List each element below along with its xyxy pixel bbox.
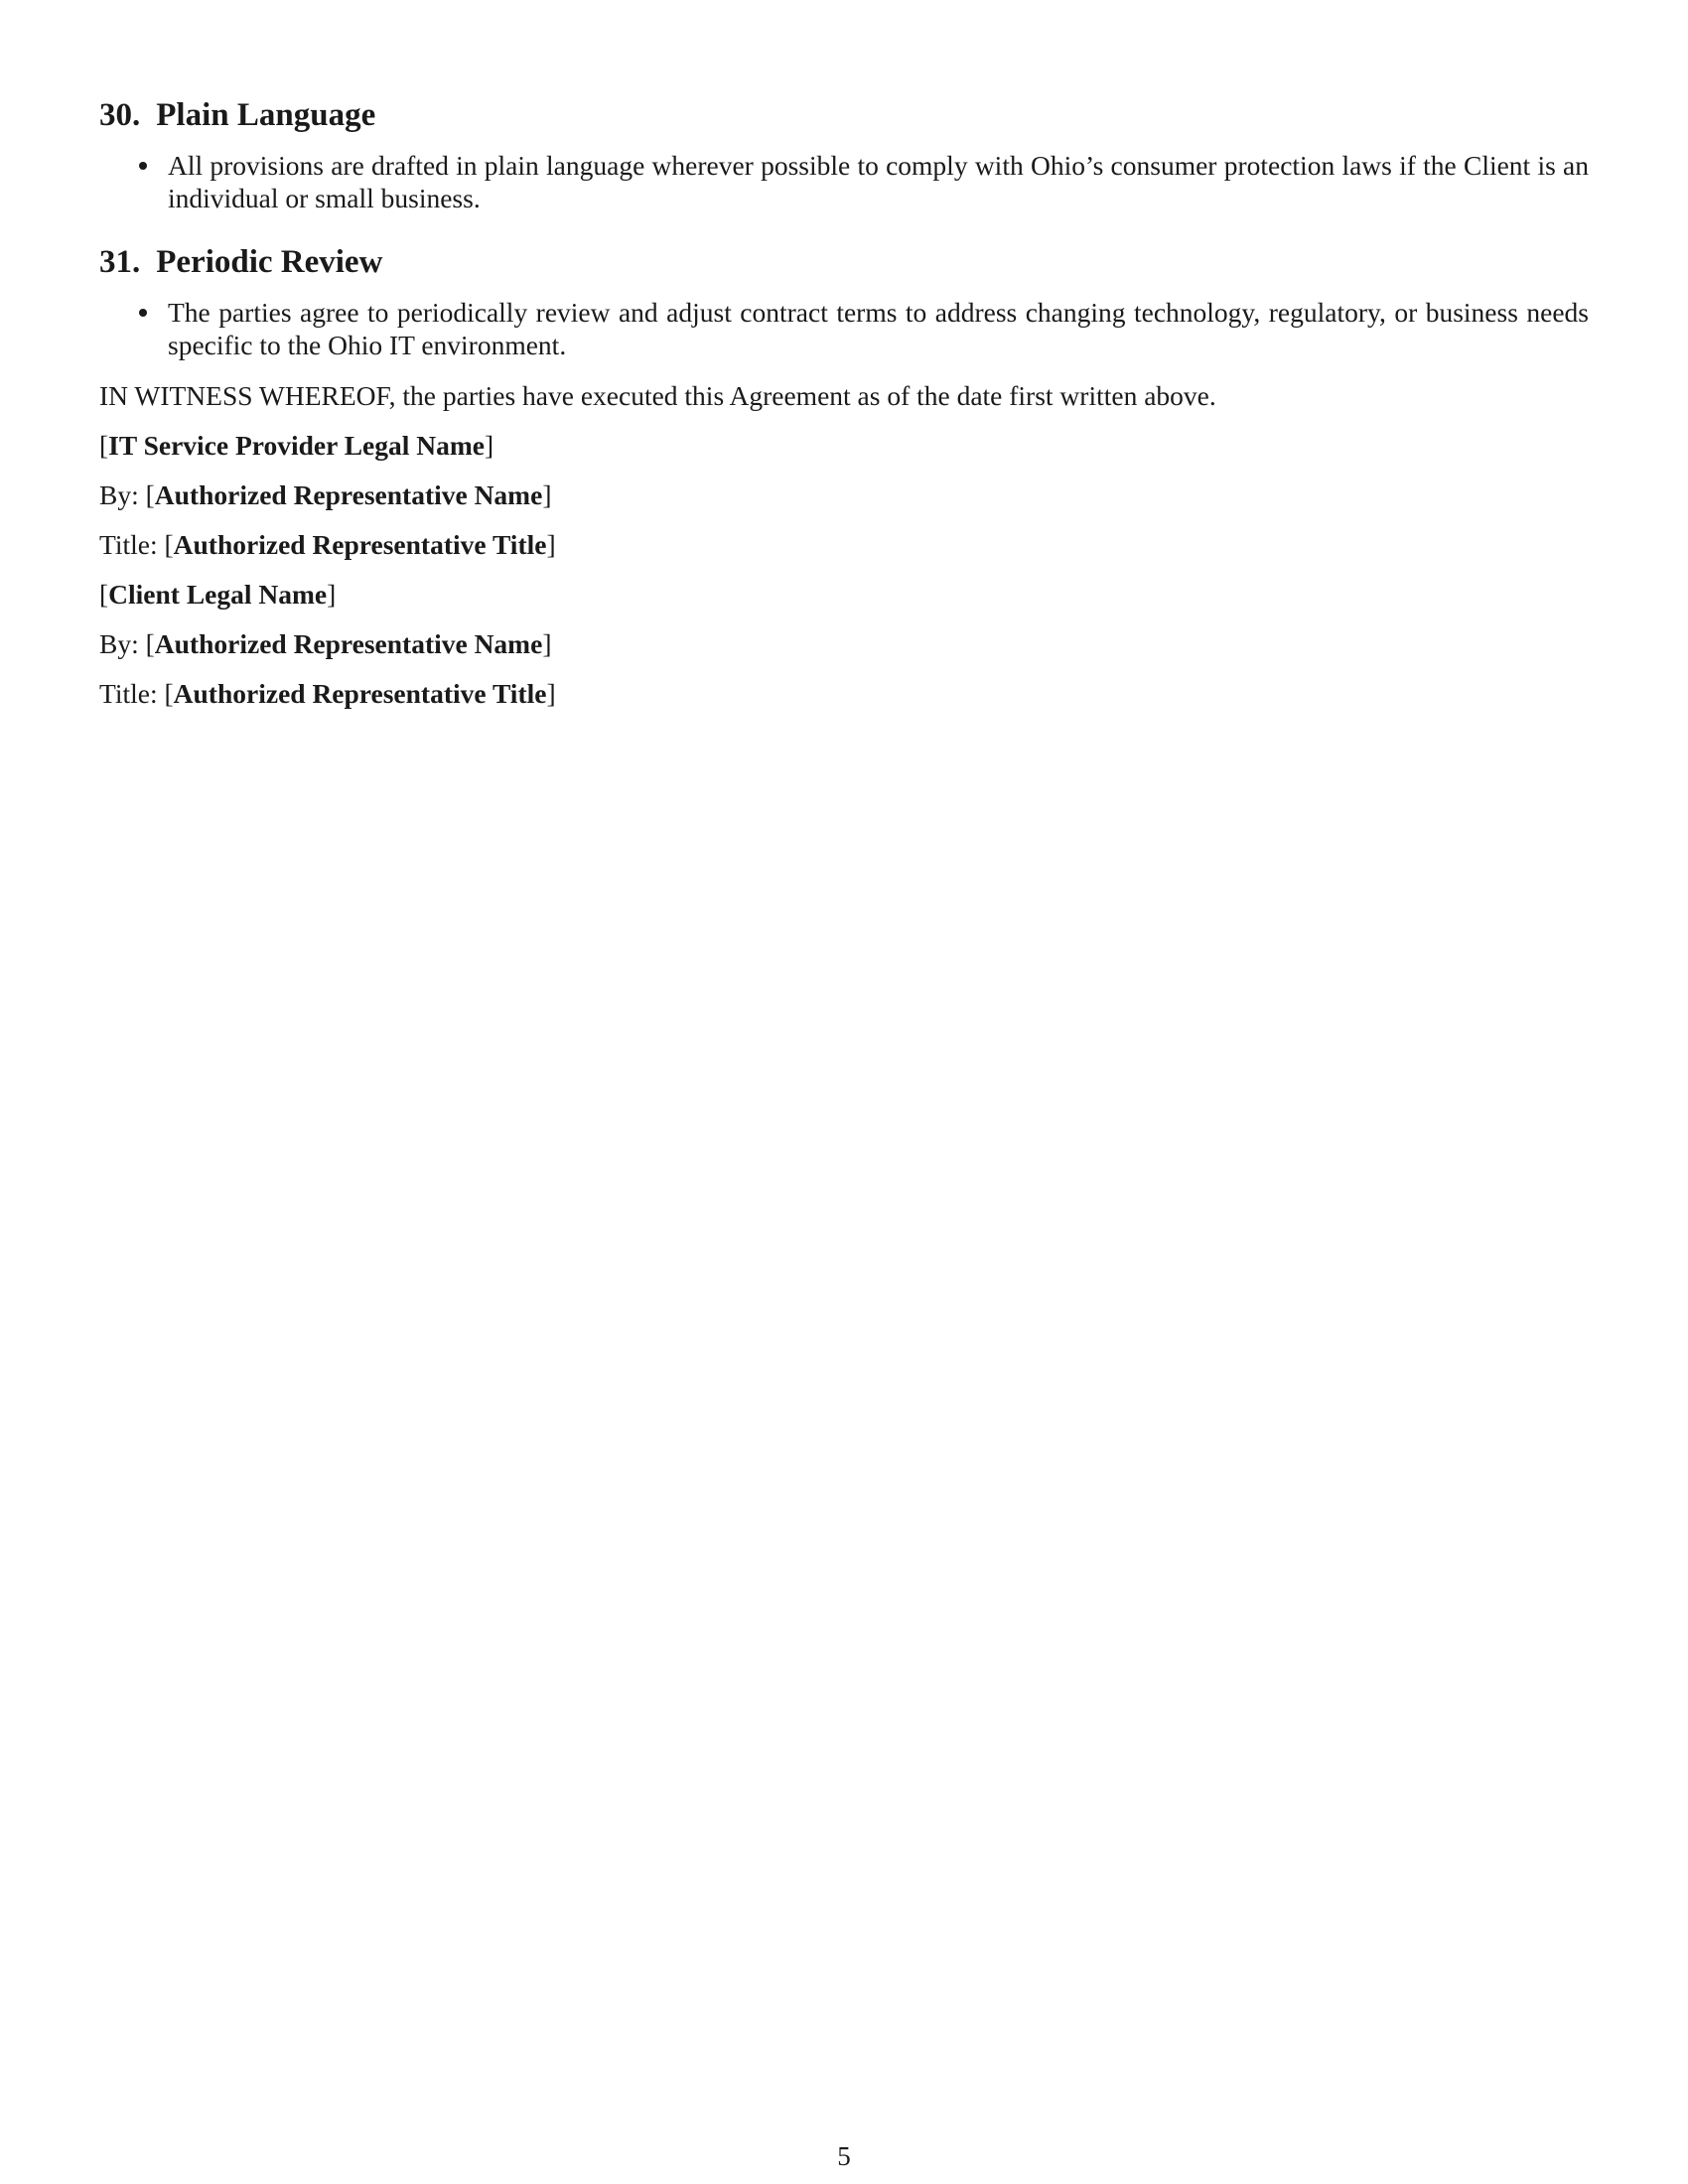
bullet-icon (139, 162, 147, 170)
client-rep-title-placeholder: Authorized Representative Title (173, 678, 547, 709)
client-title-line: Title: [Authorized Representative Title] (99, 678, 556, 709)
title-label: Title: (99, 678, 158, 709)
section-heading-plain-language (99, 95, 1589, 135)
bullet-text: The parties agree to periodically review and adjust contract terms to address changing technology, regulatory, or business needs specific to the Ohio IT environment. (168, 297, 1589, 360)
bullet-list (99, 149, 1589, 214)
by-label: By: (99, 628, 139, 659)
list-item (99, 296, 1589, 361)
bullet-text: All provisions are drafted in plain language wherever possible to comply with Ohio’s consumer protection laws if the Client is an individual or small business. (168, 150, 1589, 213)
title-label: Title: (99, 529, 158, 560)
provider-name-line: [IT Service Provider Legal Name] (99, 430, 494, 461)
provider-rep-name-placeholder: Authorized Representative Name (154, 479, 543, 510)
provider-rep-title-placeholder: Authorized Representative Title (173, 529, 547, 560)
section-number: 31. (99, 244, 141, 280)
section-heading-periodic-review (99, 242, 1589, 282)
provider-by-line: By: [Authorized Representative Name] (99, 479, 552, 510)
section-title: Periodic Review (156, 244, 383, 280)
client-rep-name-placeholder: Authorized Representative Name (154, 628, 543, 659)
by-label: By: (99, 479, 139, 510)
document-page (99, 95, 1589, 710)
client-by-line: By: [Authorized Representative Name] (99, 628, 552, 659)
bullet-list (99, 296, 1589, 361)
witness-statement: IN WITNESS WHEREOF, the parties have executed this Agreement as of the date first written above. (99, 380, 1216, 411)
section-title: Plain Language (156, 97, 376, 133)
bullet-icon (139, 309, 147, 317)
section-number: 30. (99, 97, 141, 133)
list-item (99, 149, 1589, 214)
client-name-placeholder: Client Legal Name (108, 579, 328, 610)
client-name-line: [Client Legal Name] (99, 579, 337, 610)
page-number: 5 (837, 2141, 851, 2171)
provider-title-line: Title: [Authorized Representative Title] (99, 529, 556, 560)
provider-name-placeholder: IT Service Provider Legal Name (108, 430, 485, 461)
